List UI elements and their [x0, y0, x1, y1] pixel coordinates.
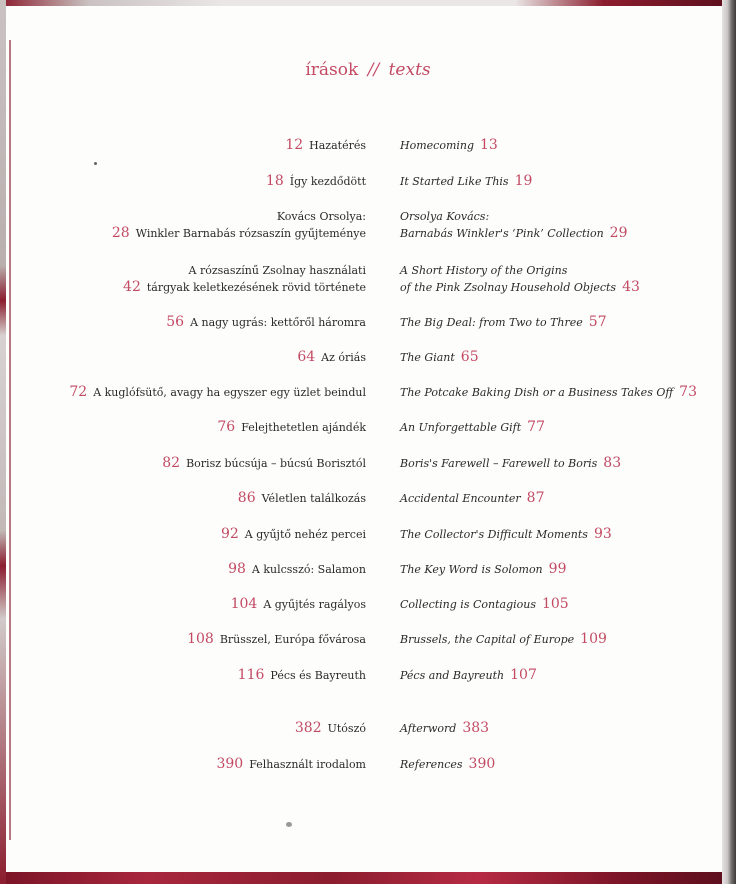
page-number-english: 19 — [514, 173, 533, 189]
toc-entry-english — [400, 208, 628, 242]
page-number-english: 105 — [541, 596, 569, 612]
toc-entry-english — [400, 314, 607, 331]
page-number-english: 83 — [603, 455, 622, 471]
toc-title-hungarian: Az óriás — [321, 351, 366, 364]
toc-title-hungarian: tárgyak keletkezésének rövid története — [146, 281, 366, 294]
scan-edge-right — [722, 0, 736, 884]
page-number-english: 29 — [609, 225, 628, 241]
page-number-english: 107 — [510, 667, 537, 683]
toc-entry-english — [400, 349, 479, 366]
toc-title-hungarian: A nagy ugrás: kettőről háromra — [190, 316, 366, 329]
page-number-english: 73 — [679, 384, 697, 400]
toc-entry-hungarian — [238, 490, 366, 507]
toc-title-english: An Unforgettable Gift — [400, 421, 522, 434]
toc-entry-english — [400, 173, 532, 190]
page-title — [0, 60, 736, 80]
toc-title-hungarian: A kuglófsütő, avagy ha egyszer egy üzlet beindul — [93, 386, 366, 399]
page-number-hungarian: 86 — [237, 490, 256, 506]
toc-title-hungarian: A gyűjtő nehéz percei — [244, 528, 366, 541]
toc-title-english: The Big Deal: from Two to Three — [400, 316, 583, 329]
title-separator: // — [367, 60, 380, 80]
page-number-english: 65 — [460, 349, 479, 365]
toc-entry-hungarian — [221, 526, 366, 543]
toc-title-hungarian: A kulcsszó: Salamon — [251, 563, 366, 576]
toc-entry-english — [400, 490, 545, 507]
toc-title-english: Afterword — [400, 722, 457, 735]
page-number-english: 57 — [588, 314, 607, 330]
title-hungarian: írások — [305, 60, 359, 80]
toc-entry-hungarian — [285, 137, 366, 154]
page-number-hungarian: 72 — [69, 384, 88, 400]
toc-title-english: It Started Like This — [400, 175, 509, 188]
page-number-hungarian: 108 — [187, 631, 214, 647]
toc-entry-hungarian — [166, 314, 366, 331]
toc-title-hungarian-line1: Kovács Orsolya: — [276, 210, 366, 223]
toc-entry-english — [400, 756, 495, 773]
toc-title-hungarian: Véletlen találkozás — [261, 492, 366, 505]
toc-title-english: The Potcake Baking Dish or a Business Takes Off — [400, 386, 674, 399]
page-number-english: 13 — [480, 137, 498, 153]
toc-entry-english — [400, 631, 607, 648]
toc-entry-english — [400, 262, 640, 296]
page-number-hungarian: 28 — [111, 225, 130, 241]
toc-title-english: Boris's Farewell – Farewell to Boris — [400, 457, 598, 470]
toc-entry-hungarian — [228, 561, 366, 578]
toc-entry-hungarian — [295, 720, 366, 737]
page-number-hungarian: 82 — [162, 455, 181, 471]
page-number-hungarian: 382 — [294, 720, 322, 736]
page-number-hungarian: 12 — [285, 137, 304, 153]
toc-title-hungarian-line1: A rózsaszínű Zsolnay használati — [188, 264, 366, 277]
toc-entry-english — [400, 720, 489, 737]
toc-entry-hungarian — [187, 631, 366, 648]
toc-title-hungarian: Utószó — [327, 722, 366, 735]
page-number-hungarian: 390 — [216, 756, 244, 772]
toc-entry-hungarian — [112, 208, 366, 242]
toc-title-hungarian: Felhasznált irodalom — [249, 758, 366, 771]
toc-title-hungarian: Pécs és Bayreuth — [270, 669, 366, 682]
toc-entry-english — [400, 419, 545, 436]
binding-line — [9, 40, 11, 840]
toc-entry-english — [400, 667, 537, 684]
title-english: texts — [388, 60, 431, 80]
toc-entry-hungarian — [238, 667, 366, 684]
toc-entry-hungarian — [231, 596, 366, 613]
page-number-english: 43 — [622, 279, 640, 295]
toc-title-hungarian: Felejthetetlen ajándék — [241, 421, 366, 434]
page-number-english: 99 — [548, 561, 567, 577]
page-number-hungarian: 76 — [217, 419, 236, 435]
toc-entry-hungarian — [217, 419, 366, 436]
page-number-english: 93 — [593, 526, 612, 542]
scan-edge-top — [0, 0, 736, 6]
page-number-hungarian: 64 — [297, 349, 316, 365]
toc-entry-hungarian — [266, 173, 366, 190]
toc-entry-hungarian — [216, 756, 366, 773]
toc-entry-hungarian — [297, 349, 366, 366]
toc-title-hungarian: Brüsszel, Európa fővárosa — [219, 633, 366, 646]
page-number-hungarian: 42 — [123, 279, 141, 295]
toc-entry-english — [400, 384, 697, 401]
toc-title-english: Collecting is Contagious — [400, 598, 536, 611]
toc-title-english: Homecoming — [400, 139, 475, 152]
toc-entry-hungarian — [123, 262, 366, 296]
page-number-english: 383 — [462, 720, 490, 736]
toc-entry-hungarian — [162, 455, 366, 472]
toc-entry-english — [400, 526, 612, 543]
page-number-hungarian: 18 — [265, 173, 284, 189]
toc-title-english: of the Pink Zsolnay Household Objects — [400, 281, 617, 294]
scan-speck — [94, 162, 97, 165]
page-number-hungarian: 92 — [220, 526, 239, 542]
scan-edge-bottom — [0, 872, 736, 884]
toc-title-english: The Collector's Difficult Moments — [400, 528, 588, 541]
toc-title-english: Barnabás Winkler's ‘Pink’ Collection — [400, 227, 604, 240]
toc-title-english: The Key Word is Solomon — [400, 563, 543, 576]
scan-edge-left — [0, 0, 6, 884]
toc-entry-english — [400, 596, 569, 613]
toc-title-english: References — [400, 758, 463, 771]
scan-speck — [286, 822, 292, 827]
toc-title-hungarian: Így kezdődött — [289, 175, 366, 188]
page-number-hungarian: 104 — [230, 596, 258, 612]
page-number-hungarian: 98 — [228, 561, 246, 577]
toc-title-english: Pécs and Bayreuth — [400, 669, 505, 682]
page-number-hungarian: 56 — [166, 314, 185, 330]
toc-entry-english — [400, 455, 621, 472]
toc-title-hungarian: Borisz búcsúja – búcsú Borisztól — [186, 457, 366, 470]
toc-entry-hungarian — [69, 384, 366, 401]
page-number-english: 390 — [468, 756, 496, 772]
page-number-english: 77 — [527, 419, 545, 435]
toc-entry-english — [400, 561, 566, 578]
page-number-english: 109 — [580, 631, 607, 647]
toc-title-hungarian: Hazatérés — [309, 139, 366, 152]
toc-title-english: The Giant — [400, 351, 455, 364]
toc-title-hungarian: A gyűjtés ragályos — [263, 598, 366, 611]
toc-title-english: Brussels, the Capital of Europe — [400, 633, 575, 646]
toc-title-hungarian: Winkler Barnabás rózsaszín gyűjteménye — [135, 227, 366, 240]
toc-entry-english — [400, 137, 498, 154]
page-number-hungarian: 116 — [237, 667, 265, 683]
page-number-english: 87 — [526, 490, 545, 506]
toc-title-english-line1: A Short History of the Origins — [400, 264, 568, 277]
toc-title-english: Accidental Encounter — [400, 492, 521, 505]
toc-title-english-line1: Orsolya Kovács: — [400, 210, 490, 223]
